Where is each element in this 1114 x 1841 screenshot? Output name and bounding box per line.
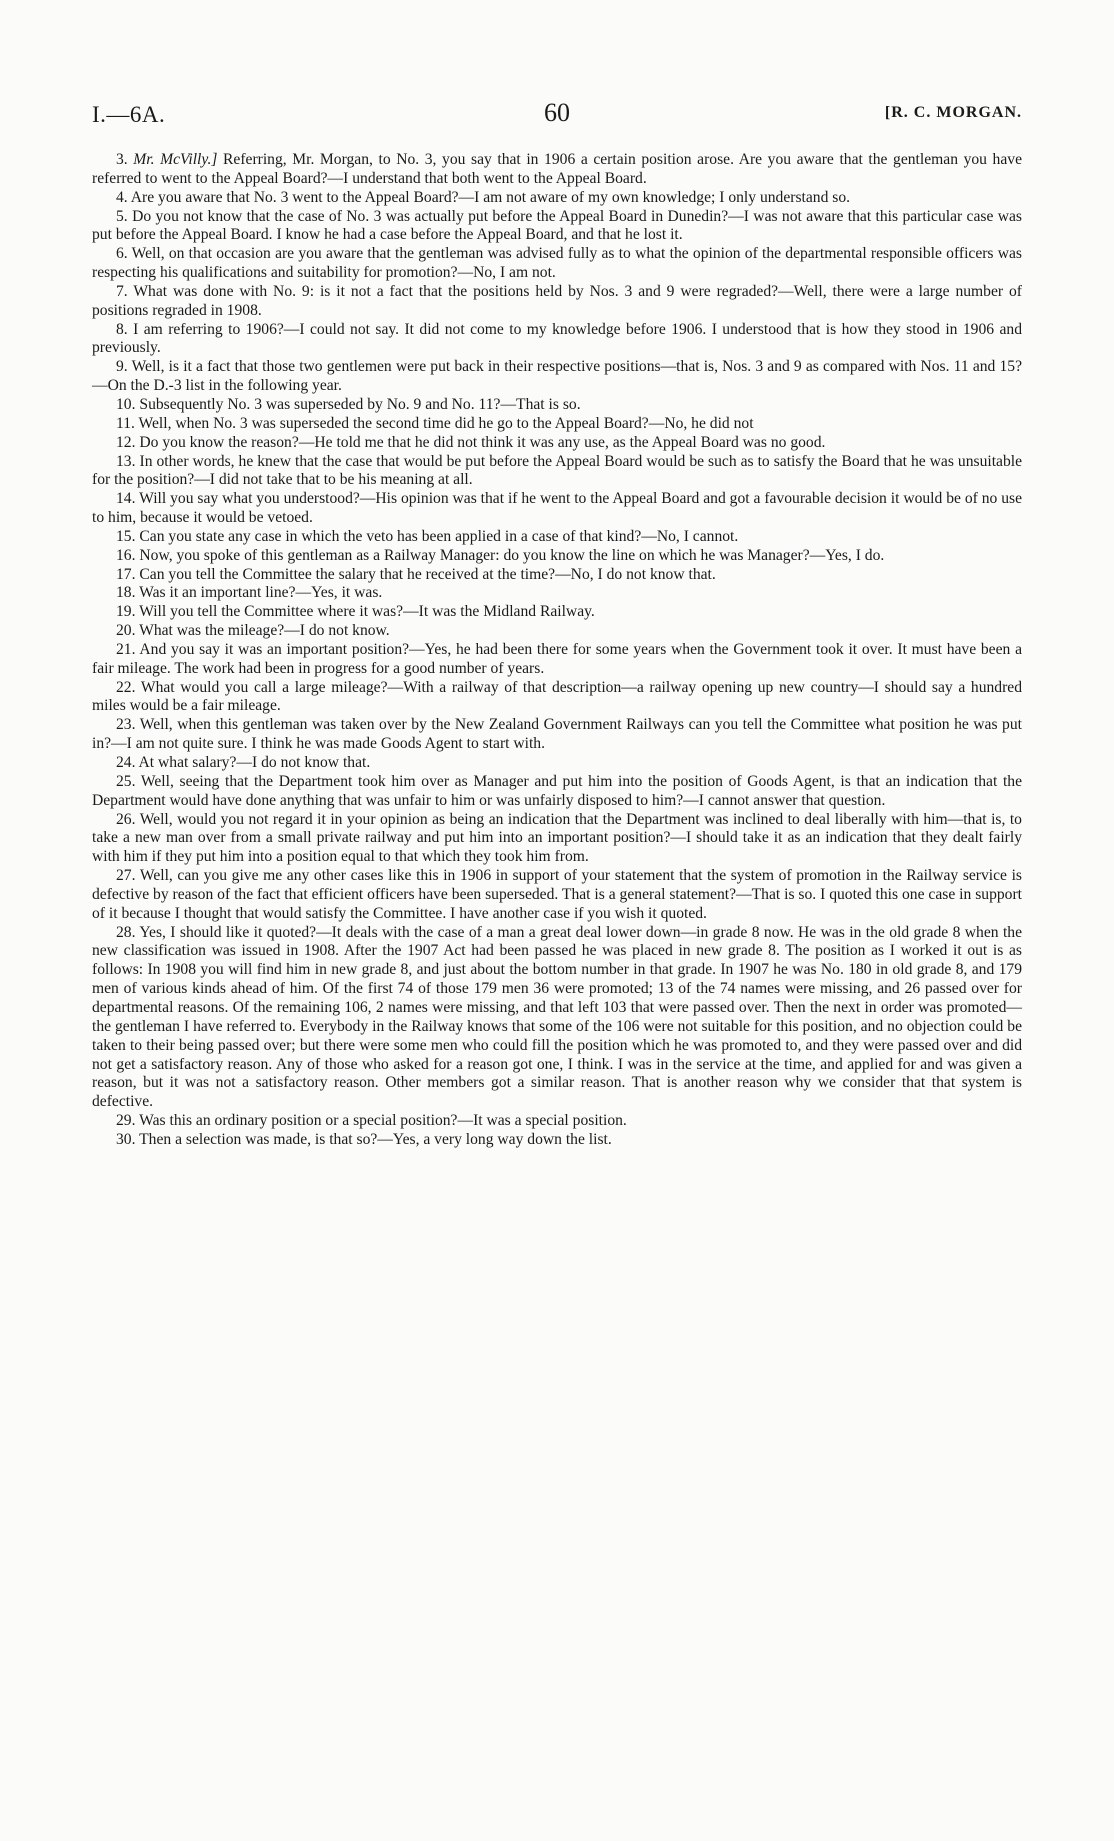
question-answer-paragraph [92,283,1022,321]
question-answer-paragraph [92,415,1022,434]
paragraph-text: What would you call a large mileage?—With a railway of that description—a railway opening up new country—I should say a hundred miles would be a fair mileage. [92,678,1022,715]
question-number: 12. [116,433,136,451]
question-answer-paragraph [92,924,1022,1112]
question-answer-paragraph [92,396,1022,415]
paragraph-text: Well, when this gentleman was taken over by the New Zealand Government Railways can you tell the Committee what position he was put in?—I am not quite sure. I think he was made Goods Agent to start with. [92,716,1022,753]
question-number: 7. [116,282,128,300]
question-number: 20. [116,622,136,640]
question-answer-paragraph [92,641,1022,679]
question-answer-paragraph [92,245,1022,283]
paragraph-text: Do you know the reason?—He told me that he did not think it was any use, as the Appeal Board was no good. [139,433,826,451]
paragraph-text: Can you state any case in which the veto has been applied in a case of that kind?—No, I cannot. [139,527,739,545]
paragraph-text: At what salary?—I do not know that. [138,754,371,771]
paragraph-text: Well, when No. 3 was superseded the second time did he go to the Appeal Board?—No, he did not [138,414,754,432]
question-number: 27. [116,867,136,885]
paragraph-text: Well, would you not regard it in your opinion as being an indication that the Department was inclined to deal liberally with him—that is, to take a new man over from a small private railway and put him into an important position?—I should take it as an indication that they dealt fairly with him if they put him into a position equal to that which they took him from. [92,810,1022,866]
page-header [92,98,1022,132]
question-answer-paragraph [92,490,1022,528]
question-number: 25. [116,772,136,790]
paragraph-text: Well, seeing that the Department took him over as Manager and put him into the position of Goods Agent, is that an indication that the Department would have done anything that was unfair to him or was unfairly disposed to him?—I cannot answer that question. [92,772,1023,809]
document-reference: I.—6A. [92,102,166,127]
question-number: 10. [116,395,136,413]
question-answer-paragraph [92,453,1022,491]
paragraph-text: Then a selection was made, is that so?—Yes, a very long way down the list. [139,1130,612,1148]
question-number: 23. [116,716,136,734]
question-answer-paragraph [92,622,1022,641]
question-number: 16. [116,546,136,564]
paragraph-text: In other words, he knew that the case that would be put before the Appeal Board would be such as to satisfy the Board that he was unsuitable for the position?—I did not take that to be his meaning at all. [92,452,1022,489]
question-number: 29. [116,1112,136,1130]
question-answer-paragraph [92,811,1022,868]
question-answer-paragraph [92,1131,1022,1150]
paragraph-text: Well, is it a fact that those two gentlemen were put back in their respective positions—that is, Nos. 3 and 9 as compared with Nos. 11 and 15?—On the D.-3 list in the following year. [92,358,1023,395]
question-answer-paragraph [92,151,1022,189]
question-number: 14. [116,490,136,508]
question-number: 4. [116,188,128,206]
question-number: 5. [116,207,128,225]
question-answer-paragraph [92,754,1022,773]
question-number: 21. [116,640,136,658]
question-number: 22. [116,678,136,696]
question-answer-paragraph [92,358,1022,396]
paragraph-text: Can you tell the Committee the salary that he received at the time?—No, I do not know that. [139,565,716,583]
question-number: 28. [116,923,136,941]
question-answer-paragraph [92,867,1022,924]
paragraph-text: I am referring to 1906?—I could not say. It did not come to my knowledge before 1906. I understood that is how they stood in 1906 and previously. [92,320,1022,357]
paragraph-text: Well, can you give me any other cases like this in 1906 in support of your statement that the system of promotion in the Railway service is defective by reason of the fact that efficient officers have been superseded. That is a general statement?—That is so. I quoted this one case in support of it because I thought that would satisfy the Committee. I have another case if you wish it quoted. [92,867,1022,922]
paragraph-text: Will you say what you understood?—His opinion was that if he went to the Appeal Board and got a favourable decision it would be of no use to him, because it would be vetoed. [92,490,1022,527]
question-number: 3. [116,151,128,168]
paragraph-text: Do you not know that the case of No. 3 was actually put before the Appeal Board in Dunedin?—I was not aware that this particular case was put before the Appeal Board. I know he had a case before the Appeal Board, and that he lost it. [92,207,1023,244]
paragraph-text: Referring, Mr. Morgan, to No. 3, you say that in 1906 a certain position arose. Are you aware that the gentleman you have referred to went to the Appeal Board?—I understand that both went to the Appeal Board. [92,151,1022,187]
speaker-name: Mr. McVilly.] [133,151,218,168]
question-answer-paragraph [92,321,1022,359]
paragraph-text: Are you aware that No. 3 went to the Appeal Board?—I am not aware of my own knowledge; I only understand so. [130,188,851,206]
question-number: 30. [116,1130,136,1148]
witness-name: [R. C. MORGAN. [884,104,1022,121]
question-number: 11. [116,414,135,432]
question-answer-paragraph [92,603,1022,622]
question-number: 26. [116,810,136,828]
paragraph-text: What was done with No. 9: is it not a fact that the positions held by Nos. 3 and 9 were regraded?—Well, there were a large number of positions regraded in 1908. [92,282,1022,319]
paragraph-text: Well, on that occasion are you aware that the gentleman was advised fully as to what the opinion of the departmental responsible officers was respecting his qualifications and suitability for promotion?—No, I am not. [92,245,1022,282]
question-answer-paragraph [92,679,1022,717]
question-number: 15. [116,527,136,545]
question-answer-paragraph [92,716,1022,754]
question-number: 17. [116,565,136,583]
question-answer-paragraph [92,189,1022,208]
question-answer-paragraph [92,528,1022,547]
paragraph-text: Subsequently No. 3 was superseded by No. 9 and No. 11?—That is so. [139,395,581,413]
question-answer-paragraph [92,773,1022,811]
paragraph-text: Yes, I should like it quoted?—It deals with the case of a man a great deal lower down—in grade 8 now. He was in the old grade 8 when the new classification was issued in 1908. After the 1907 Act had been passed he was placed in new grade 8. The position as I worked it out is as follows: In 1908 you will find him in new grade 8, and just about the bottom number in that grade. In 1907 he was No. 180 in old grade 8, and 179 men of various kinds ahead of him. Of the first 74 of those 179 men 36 were promoted; 13 of the 74 names were missing, and 26 passed over for departmental reasons. Of the remaining 106, 2 names were missing, and that left 103 that were passed over. Then the next in order was promoted—the gentleman I have referred to. Everybody in the Railway knows that some of the 106 were not suitable for this position, and no objection could be taken to their being passed over; but there were some men who could fill the position which he was promoted to, and they were passed over and did not get a satisfactory reason. Any of those who asked for a reason got one, I think. I was in the service at the time, and applied for and was given a reason, but it was not a satisfactory reason. Other members got a similar reason. That is another reason why we consider that that system is defective. [92,923,1022,1111]
paragraph-text: Was it an important line?—Yes, it was. [139,584,383,602]
question-answer-paragraph [92,547,1022,566]
question-number: 19. [116,603,136,621]
paragraph-text: What was the mileage?—I do not know. [139,622,390,640]
paragraph-text: Was this an ordinary position or a special position?—It was a special position. [139,1112,627,1130]
question-number: 18. [116,584,136,602]
question-answer-paragraph [92,1112,1022,1131]
question-answer-paragraph [92,584,1022,603]
document-body [92,151,1022,1150]
question-answer-paragraph [92,566,1022,585]
question-answer-paragraph [92,208,1022,246]
question-number: 9. [116,358,128,376]
page-number: 60 [544,98,570,127]
paragraph-text: Will you tell the Committee where it was?—It was the Midland Railway. [139,603,595,621]
question-number: 8. [116,320,128,338]
question-answer-paragraph [92,434,1022,453]
paragraph-text: And you say it was an important position?—Yes, he had been there for some years when the Government took it over. It must have been a fair mileage. The work had been in progress for a good number of years. [92,640,1022,677]
question-number: 6. [116,245,128,263]
question-number: 24. [116,754,136,771]
paragraph-text: Now, you spoke of this gentleman as a Railway Manager: do you know the line on which he was Manager?—Yes, I do. [139,546,885,564]
question-number: 13. [116,452,136,470]
